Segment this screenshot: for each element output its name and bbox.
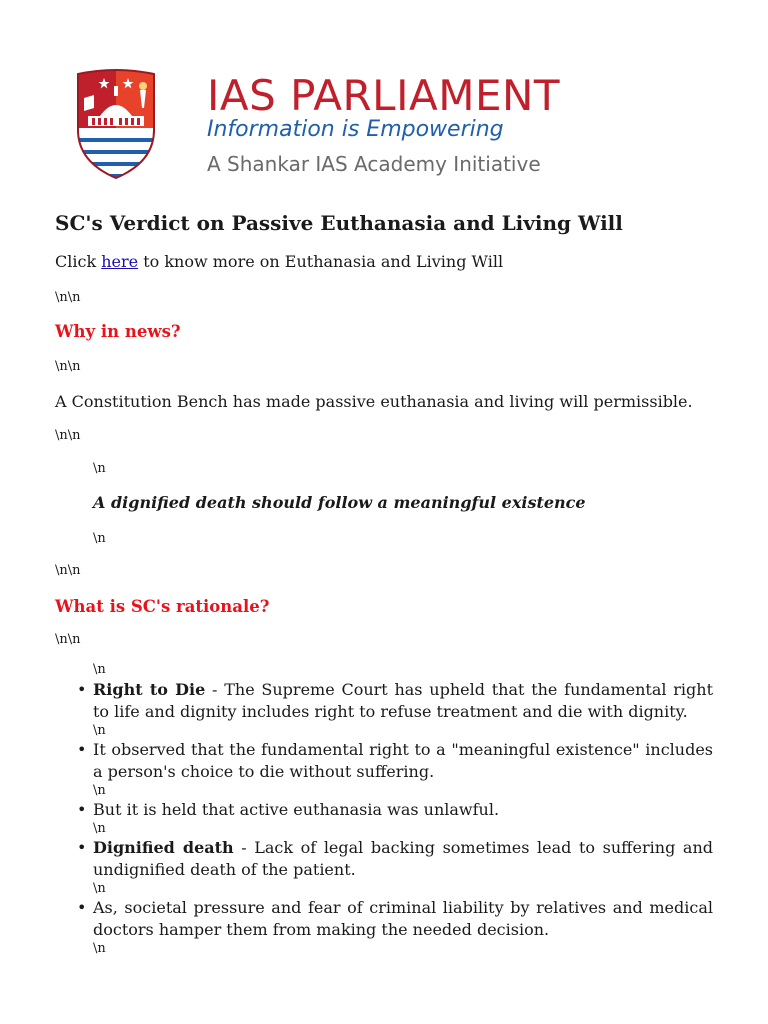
list-item-term: Dignified death xyxy=(93,838,234,857)
bullet-icon: • xyxy=(77,898,87,917)
here-link[interactable]: here xyxy=(101,252,139,271)
intro-paragraph xyxy=(55,251,503,273)
bullet-icon: • xyxy=(77,740,87,759)
list-item xyxy=(77,679,713,739)
news-paragraph: A Constitution Bench has made passive euthanasia and living will permissible. xyxy=(55,392,693,411)
section-heading-why-in-news: Why in news? xyxy=(55,322,181,341)
bullet-icon: • xyxy=(77,800,87,819)
list-item-text: But it is held that active euthanasia was unlawful. xyxy=(93,800,500,819)
escape-text: \n xyxy=(93,723,106,738)
escape-text: \n xyxy=(93,662,106,677)
bullet-icon: • xyxy=(77,838,87,857)
list-item-text: - The Supreme Court has upheld that the fundamental right to life and dignity includes right to refuse treatment and die with dignity. xyxy=(93,680,713,721)
site-logo xyxy=(76,68,706,184)
bullet-icon: • xyxy=(77,680,87,699)
list-item xyxy=(77,897,713,957)
list-item xyxy=(77,739,713,799)
list-item-text: As, societal pressure and fear of criminal liability by relatives and medical doctors hamper them from making the needed decision. xyxy=(93,898,713,939)
section-heading-rationale: What is SC's rationale? xyxy=(55,597,270,616)
escape-text: \n\n xyxy=(55,359,81,374)
intro-text-after: to know more on Euthanasia and Living Will xyxy=(138,252,504,271)
list-item-text: - Lack of legal backing sometimes lead to suffering and undignified death of the patient. xyxy=(93,838,713,879)
list-item-term: Right to Die xyxy=(93,680,206,699)
escape-text: \n xyxy=(93,881,106,896)
escape-text: \n xyxy=(93,941,106,956)
list-item-text: It observed that the fundamental right to a "meaningful existence" includes a person's choice to die without suffering. xyxy=(93,740,713,781)
escape-text: \n\n xyxy=(55,428,81,443)
rationale-list xyxy=(77,679,713,957)
brand-name: IAS PARLIAMENT xyxy=(207,71,561,120)
escape-text: \n xyxy=(93,783,106,798)
intro-text-before: Click xyxy=(55,252,102,271)
escape-text: \n xyxy=(93,531,106,546)
list-item xyxy=(77,837,713,897)
blockquote: A dignified death should follow a meaningful existence xyxy=(93,493,586,512)
escape-text: \n xyxy=(93,821,106,836)
escape-text: \n\n xyxy=(55,632,81,647)
page-title: SC's Verdict on Passive Euthanasia and Living Will xyxy=(55,211,623,235)
escape-text: \n\n xyxy=(55,563,81,578)
escape-text: \n xyxy=(93,461,106,476)
escape-text: \n\n xyxy=(55,290,81,305)
brand-tagline: Information is Empowering xyxy=(207,117,504,142)
list-item xyxy=(77,799,713,837)
brand-subtitle: A Shankar IAS Academy Initiative xyxy=(207,152,541,176)
shield-parliament-emblem-icon xyxy=(76,68,156,180)
